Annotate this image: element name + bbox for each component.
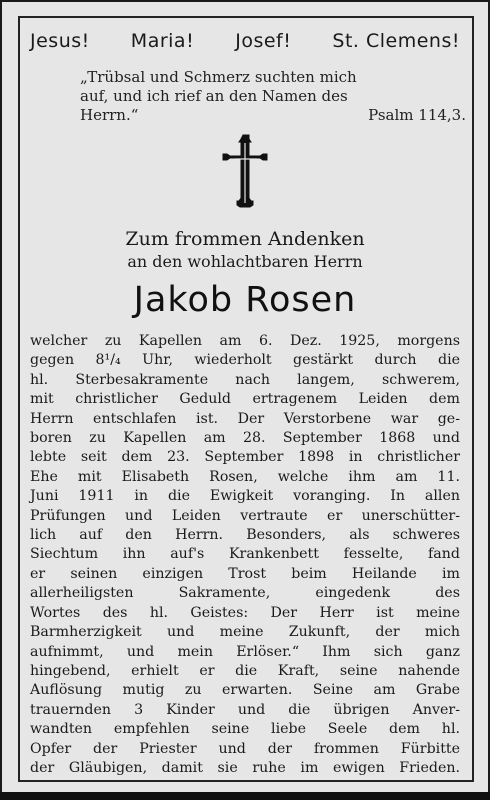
quote-line: auf, und ich rief an den Namen des [80,87,348,105]
text-line: boren zu Kapellen am 28. September 1868 und [30,430,460,447]
memorial-title: Zum frommen Andenken [125,228,365,250]
text-line: Prüfungen und Leiden vertraute er unerschütter- [30,507,460,524]
invocation-maria: Maria! [130,30,195,52]
psalm-quote [80,68,466,125]
text-line: Siechtum ihn auf's Krankenbett fesselte, fand [30,546,460,563]
invocation-st-clemens: St. Clemens! [332,30,460,52]
scan-edge [0,792,490,800]
text-line: lich auf den Herrn. Besonders, als schweres [30,527,460,544]
deceased-name: Jakob Rosen [133,280,357,320]
text-line: der Gläubigen, damit sie ruhe im ewigen Frieden. [30,759,460,776]
text-line: allerheiligsten Sakramente, eingedenk des [30,585,460,602]
text-line: trauernden 3 Kinder und die übrigen Anver- [30,701,460,718]
text-line: Herrn entschlafen ist. Der Verstorbene war ge- [30,410,460,427]
text-line: Juni 1911 in die Ewigkeit voranging. In allen [30,488,460,505]
text-line: Wortes des hl. Geistes: Der Herr ist meine [30,604,460,621]
text-line: Ehe mit Elisabeth Rosen, welche ihm am 11. [30,468,460,485]
text-line: hl. Sterbesakramente nach langem, schwerem, [30,371,460,388]
text-line: Auflösung mutig zu erwarten. Seine am Grabe [30,682,460,699]
psalm-reference: Psalm 114,3. [368,106,466,124]
header-invocations [30,30,460,52]
text-line: aufnimmt, und mein Erlöser.“ Ihm sich ganz [30,643,460,660]
text-line: gegen 8¹/₄ Uhr, wiederholt gestärkt durch die [30,352,460,369]
memorial-subtitle: an den wohlachtbaren Herrn [127,252,363,271]
invocation-josef: Josef! [235,30,292,52]
text-line: Opfer der Priester und der frommen Fürbitte [30,740,460,757]
text-line: welcher zu Kapellen am 6. Dez. 1925, morgens [30,333,460,349]
invocation-jesus: Jesus! [30,30,90,52]
text-line: wandten empfehlen seine liebe Seele dem hl. [30,721,460,738]
biography-text [30,332,460,778]
quote-line-end: Herrn.“ [80,106,139,124]
cross-icon [216,133,276,221]
text-line: hingebend, erhielt er die Kraft, seine nahende [30,662,460,679]
quote-line: „Trübsal und Schmerz suchten mich [80,68,357,86]
text-line: Barmherzigkeit und meine Zukunft, der mich [30,624,460,641]
text-line: mit christlicher Geduld ertragenem Leiden dem [30,391,460,408]
text-line: er seinen einzigen Trost beim Heilande im [30,565,460,582]
quote-reference-line [80,106,466,125]
text-line: lebte seit dem 23. September 1898 in christlicher [30,449,460,466]
